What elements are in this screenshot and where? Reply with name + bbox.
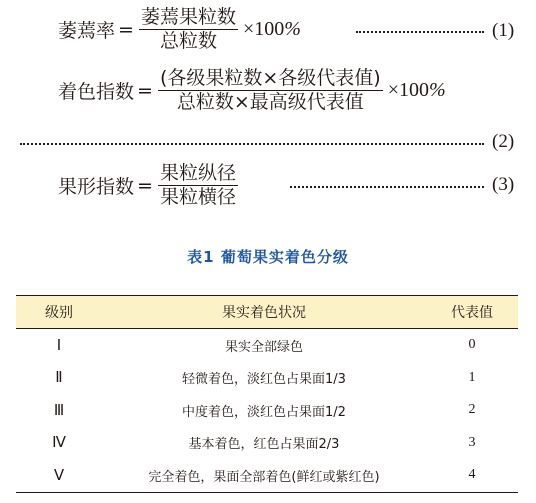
formula-1-number: (1) (492, 20, 515, 41)
value-cell: 4 (426, 459, 518, 492)
value-cell: 0 (468, 337, 476, 353)
formula-wilting-rate (58, 6, 301, 53)
formula-3-fraction (158, 162, 238, 209)
formula-1-leader-dots (356, 31, 484, 33)
table-row (16, 394, 518, 427)
formula-1-denominator: 总粒数 (159, 30, 217, 53)
status-cell: 中度着色，淡红色占果面1/2 (182, 404, 346, 420)
table-row (16, 329, 518, 362)
formula-1-numerator: 萎蔫果粒数 (140, 6, 236, 28)
formula-2-numerator: (各级果粒数×各级代表值) (159, 67, 381, 89)
formula-3-numerator: 果粒纵径 (159, 162, 236, 184)
formula-2-fraction (158, 67, 383, 114)
formula-1-fraction (139, 6, 238, 53)
grade-cell: Ⅴ (16, 459, 102, 492)
formula-2-equals: = (137, 79, 153, 102)
formula-3-leader-dots (290, 186, 484, 188)
grade-cell: Ⅲ (53, 402, 65, 419)
table-row (16, 427, 518, 460)
formula-1-multiplier: ×100% (242, 18, 301, 41)
grade-cell: Ⅳ (52, 435, 66, 452)
formula-2-number: (2) (492, 131, 515, 152)
formula-1-lhs: 萎蔫率 (58, 20, 116, 43)
value-cell: 1 (468, 369, 476, 385)
table-row (16, 459, 518, 492)
formula-3-number: (3) (492, 174, 515, 195)
table-header-row (16, 296, 518, 329)
header-coloring-status: 果实着色状况 (102, 296, 426, 329)
status-cell: 基本着色，红色占果面2/3 (188, 437, 340, 453)
table-row (16, 362, 518, 395)
coloring-grade-table (16, 295, 518, 493)
grade-cell: Ⅱ (55, 370, 63, 387)
status-cell: 轻微着色，淡红色占果面1/3 (182, 372, 346, 388)
formula-3-lhs: 果形指数 (58, 176, 135, 199)
status-cell: 完全着色，果面全部着色(鲜红或紫红色) (102, 459, 426, 492)
value-cell: 3 (468, 434, 476, 450)
formula-2-leader-dots (20, 143, 484, 145)
formula-2-multiplier: ×100% (387, 79, 446, 102)
formula-1-equals: = (118, 18, 134, 41)
formula-coloring-index (58, 67, 446, 114)
formula-2-denominator: 总粒数×最高级代表值 (176, 91, 364, 114)
value-cell: 2 (468, 402, 476, 418)
formula-3-denominator: 果粒横径 (159, 186, 236, 209)
grade-cell: Ⅰ (56, 337, 62, 354)
status-cell: 果实全部绿色 (224, 339, 303, 355)
formula-fruit-shape-index (58, 162, 240, 209)
table-caption: 表1 葡萄果实着色分级 (187, 248, 349, 266)
formula-3-equals: = (137, 174, 153, 197)
header-representative-value: 代表值 (426, 296, 518, 329)
header-grade: 级别 (16, 296, 102, 329)
formula-2-lhs: 着色指数 (58, 81, 135, 104)
